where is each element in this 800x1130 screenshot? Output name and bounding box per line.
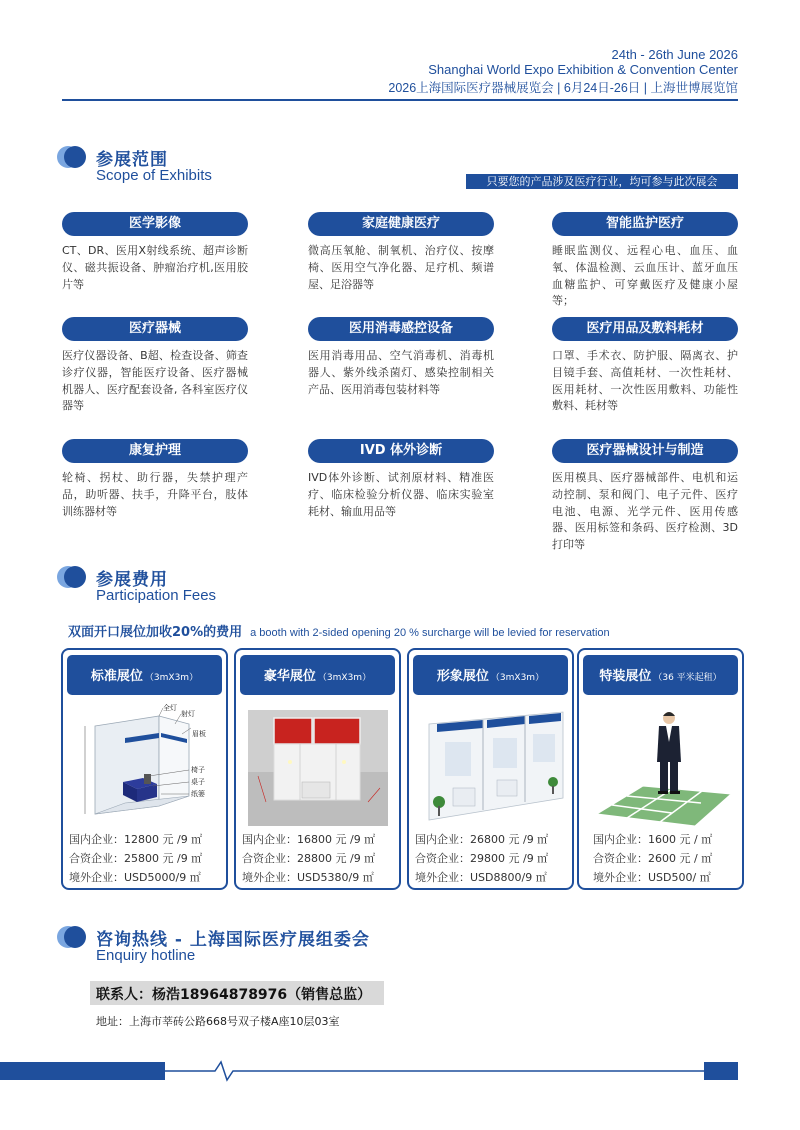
booth-title: 特装展位	[599, 669, 652, 684]
section-bullet-icon	[57, 926, 87, 948]
price-joint-venture: 合资企业：2600 元 / ㎡	[593, 852, 713, 865]
footer-block-left	[0, 1062, 165, 1080]
category-text: 医用消毒用品、空气消毒机、消毒机器人、紫外线杀菌灯、感染控制相关产品、医用消毒包装材料等	[308, 349, 494, 396]
category-text: CT、DR、医用X射线系统、超声诊断仪、磁共振设备、肿瘤治疗机,医用胶片等	[62, 244, 248, 291]
booth-prices	[69, 830, 222, 887]
category-card	[552, 439, 738, 554]
booth-header	[240, 655, 395, 695]
category-title: 智能监护医疗	[552, 212, 738, 236]
booth-prices	[415, 830, 568, 887]
price-domestic: 国内企业：16800 元 /9 ㎡	[242, 833, 376, 846]
booth-title: 豪华展位	[263, 669, 316, 684]
category-title: 医疗器械	[62, 317, 248, 341]
scope-title-zh: 参展范围	[96, 150, 168, 170]
category-card	[62, 317, 248, 415]
booth-label: 眉板	[192, 730, 206, 738]
header-dates: 24th - 26th June 2026	[611, 47, 738, 62]
category-card	[308, 317, 494, 398]
booth-prices	[593, 830, 738, 887]
category-title: 医疗器械设计与制造	[552, 439, 738, 463]
booth-card-deluxe	[234, 648, 401, 890]
booth-size: （3mX3m）	[317, 673, 372, 683]
footer-block-right	[704, 1062, 738, 1080]
price-overseas: 境外企业：USD8800/9 ㎡	[415, 871, 547, 884]
category-text: 轮椅、拐杖、助行器，失禁护理产品，助听器、扶手，升降平台，肢体训练器材等	[62, 471, 248, 518]
fees-title-en: Participation Fees	[96, 587, 217, 604]
header-rule	[62, 99, 738, 101]
price-joint-venture: 合资企业：28800 元 /9 ㎡	[242, 852, 376, 865]
price-domestic: 国内企业：1600 元 / ㎡	[593, 833, 713, 846]
category-title: 康复护理	[62, 439, 248, 463]
category-text: 睡眠监测仪、远程心电、血压、血氧、体温检测、云血压计、蓝牙血压血糖监护、可穿戴医疗及健康小屋等；	[552, 244, 738, 308]
booth-card-special	[577, 648, 744, 890]
image-booth-illustration	[413, 702, 568, 830]
booth-label: 纸篓	[191, 790, 205, 798]
booth-title: 标准展位	[90, 669, 143, 684]
footer-pulse-line	[165, 1058, 705, 1084]
fees-note-en: a booth with 2-sided opening 20 % surcharge will be levied for reservation	[250, 627, 610, 639]
price-overseas: 境外企业：USD5380/9 ㎡	[242, 871, 374, 884]
contact-title-zh: 咨询热线 - 上海国际医疗展组委会	[96, 930, 370, 950]
header-cn-line: 2026上海国际医疗器械展览会 | 6月24日-26日 | 上海世博展览馆	[388, 81, 738, 95]
category-text: 医疗仪器设备、B超、检查设备、筛查诊疗仪器，智能医疗设备、医疗器械机器人、医疗配套设备, 各科室医疗仪器等	[62, 349, 248, 413]
contact-person: 联系人：杨浩18964878976（销售总监）	[96, 987, 372, 1003]
booth-label: 桌子	[191, 778, 205, 786]
category-card	[552, 317, 738, 415]
header-venue: Shanghai World Expo Exhibition & Convention Center	[428, 62, 738, 77]
category-text: 医用模具、医疗器械部件、电机和运动控制、泵和阀门、电子元件、医疗电池、电源、光学元件、医用传感器、医用标签和条码、医疗检测、3D打印等	[552, 471, 738, 552]
booth-header	[413, 655, 568, 695]
price-joint-venture: 合资企业：29800 元 /9 ㎡	[415, 852, 549, 865]
category-title: IVD 体外诊断	[308, 439, 494, 463]
category-title: 医疗用品及敷料耗材	[552, 317, 738, 341]
booth-size: （36 平米起租）	[653, 673, 722, 683]
category-text: 微高压氧舱、制氧机、治疗仪、按摩椅、医用空气净化器、足疗机、频谱屋、足浴器等	[308, 244, 494, 291]
booth-label: 椅子	[191, 766, 205, 774]
category-card	[308, 212, 494, 293]
category-card	[552, 212, 738, 310]
special-booth-illustration	[583, 702, 738, 830]
booth-header	[583, 655, 738, 695]
category-text: IVD体外诊断、试剂原材料、精准医疗、临床检验分析仪器、临床实验室耗材、输血用品等	[308, 471, 494, 518]
contact-address: 地址：上海市莘砖公路668号双子楼A座10层03室	[96, 1015, 340, 1028]
price-domestic: 国内企业：26800 元 /9 ㎡	[415, 833, 549, 846]
category-text: 口罩、手术衣、防护服、隔离衣、护目镜手套、高值耗材、一次性耗材、医用耗材、一次性医用敷料、功能性敷料、耗材等	[552, 349, 738, 413]
booth-header	[67, 655, 222, 695]
section-bullet-icon	[57, 566, 87, 588]
category-card	[308, 439, 494, 520]
fees-note-zh: 双面开口展位加收20%的费用	[68, 625, 243, 640]
booth-card-standard	[61, 648, 228, 890]
scope-title-en: Scope of Exhibits	[96, 167, 212, 184]
booth-label: 射灯	[181, 710, 195, 718]
contact-title-en: Enquiry hotline	[96, 947, 196, 964]
section-bullet-icon	[57, 146, 87, 168]
deluxe-booth-illustration	[240, 702, 395, 830]
fees-note	[68, 621, 610, 640]
category-card	[62, 212, 248, 293]
scope-banner: 只要您的产品涉及医疗行业，均可参与此次展会	[466, 174, 738, 189]
booth-label: 全灯	[163, 704, 177, 712]
category-title: 医学影像	[62, 212, 248, 236]
booth-size: （3mX3m）	[490, 673, 545, 683]
category-title: 家庭健康医疗	[308, 212, 494, 236]
standard-booth-illustration	[67, 702, 222, 830]
price-joint-venture: 合资企业：25800 元 /9 ㎡	[69, 852, 203, 865]
booth-prices	[242, 830, 395, 887]
price-domestic: 国内企业：12800 元 /9 ㎡	[69, 833, 203, 846]
fees-title-zh: 参展费用	[96, 570, 168, 590]
price-overseas: 境外企业：USD500/ ㎡	[593, 871, 711, 884]
booth-card-image	[407, 648, 574, 890]
category-card	[62, 439, 248, 520]
booth-size: （3mX3m）	[144, 673, 199, 683]
price-overseas: 境外企业：USD5000/9 ㎡	[69, 871, 201, 884]
booth-title: 形象展位	[436, 669, 489, 684]
category-title: 医用消毒感控设备	[308, 317, 494, 341]
